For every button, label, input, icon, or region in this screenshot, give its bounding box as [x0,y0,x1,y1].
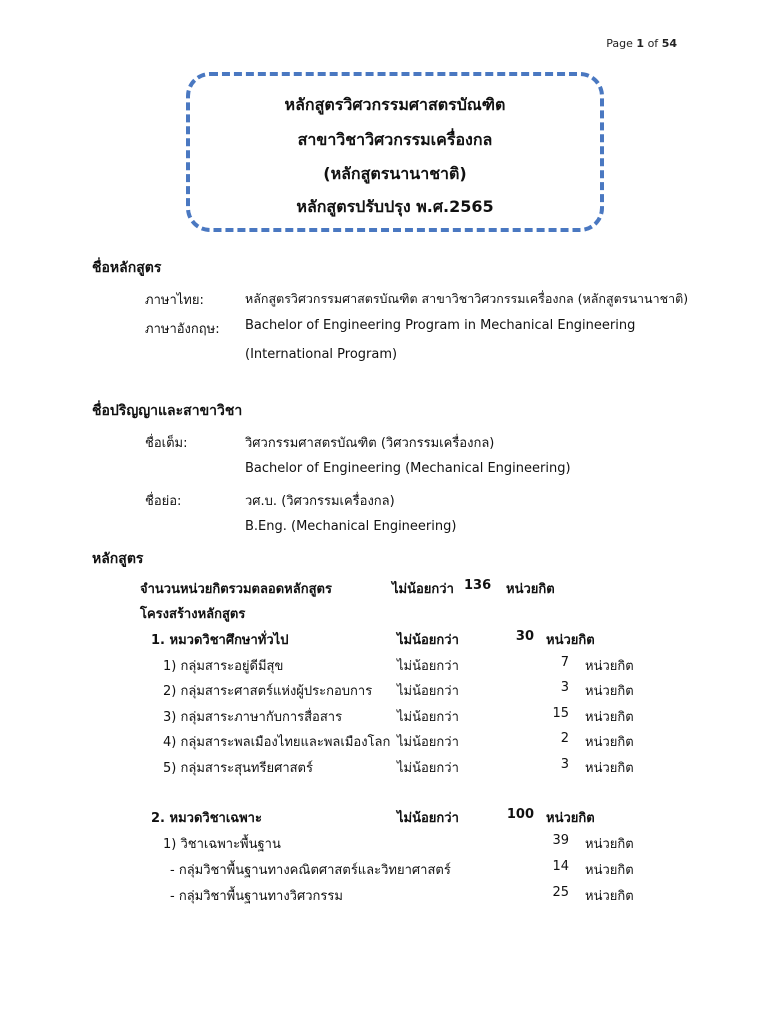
cat2-label: 2. หมวดวิชาเฉพาะ [151,811,262,826]
cat1-value: 30 [515,629,534,644]
cat1-item-4-unit: หน่วยกิต [585,735,634,750]
cat1-item-3-label: 3) กลุ่มสาระภาษากับการสื่อสาร [163,710,343,725]
cat2-sub1-item-2-unit: หน่วยกิต [585,889,634,904]
page-total: 54 [661,37,677,50]
degree-heading: ชื่อปริญญาและสาขาวิชา [92,403,243,419]
curriculum-heading: หลักสูตร [92,551,144,567]
eng-name-label: ภาษาอังกฤษ: [145,322,220,337]
cat1-unit: หน่วยกิต [546,633,595,648]
page-label: Page [606,37,633,50]
cat1-item-5-min: ไม่น้อยกว่า [397,761,459,776]
program-name-heading: ชื่อหลักสูตร [92,260,162,276]
degree-full-en: Bachelor of Engineering (Mechanical Engineering) [245,461,571,476]
cat2-unit: หน่วยกิต [546,811,595,826]
cat1-item-3-min: ไม่น้อยกว่า [397,710,459,725]
thai-name-label: ภาษาไทย: [145,293,204,308]
total-credits-min: ไม่น้อยกว่า [392,582,454,597]
title-line-1: หลักสูตรวิศวกรรมศาสตรบัณฑิต [284,95,506,114]
cat1-item-5-label: 5) กลุ่มสาระสุนทรียศาสตร์ [163,761,313,776]
page-number [606,37,677,50]
thai-name-value: หลักสูตรวิศวกรรมศาสตรบัณฑิต สาขาวิชาวิศวกรรมเครื่องกล (หลักสูตรนานาชาติ) [245,291,689,306]
title-line-3: (หลักสูตรนานาชาติ) [323,164,467,183]
page-current: 1 [636,37,645,50]
cat2-sub1-item-1-value: 14 [552,859,569,874]
total-credits-label: จำนวนหน่วยกิตรวมตลอดหลักสูตร [140,582,332,597]
page-of: of [647,37,659,50]
eng-name-value-2: (International Program) [245,347,398,362]
cat2-sub1-unit: หน่วยกิต [585,837,634,852]
structure-label: โครงสร้างหลักสูตร [140,607,246,622]
cat1-item-5-value: 3 [560,757,569,772]
cat1-item-4-value: 2 [560,731,569,746]
cat1-item-2-min: ไม่น้อยกว่า [397,684,459,699]
cat2-value: 100 [506,807,534,822]
cat1-item-1-min: ไม่น้อยกว่า [397,659,459,674]
cat1-item-5-unit: หน่วยกิต [585,761,634,776]
cat2-sub1-label: 1) วิชาเฉพาะพื้นฐาน [163,837,281,852]
cat1-item-3-unit: หน่วยกิต [585,710,634,725]
cat1-item-1-label: 1) กลุ่มสาระอยู่ดีมีสุข [163,659,284,674]
cat2-sub1-item-2-value: 25 [552,885,569,900]
cat1-item-4-label: 4) กลุ่มสาระพลเมืองไทยและพลเมืองโลก [163,735,391,750]
cat2-sub1-item-1-unit: หน่วยกิต [585,863,634,878]
eng-name-value-1: Bachelor of Engineering Program in Mechanical Engineering [245,318,636,333]
title-line-2: สาขาวิชาวิศวกรรมเครื่องกล [297,130,493,149]
degree-abbr-en: B.Eng. (Mechanical Engineering) [245,519,457,534]
degree-full-th: วิศวกรรมศาสตรบัณฑิต (วิศวกรรมเครื่องกล) [245,436,495,451]
degree-full-label: ชื่อเต็ม: [145,436,188,451]
cat1-item-2-value: 3 [560,680,569,695]
degree-abbr-label: ชื่อย่อ: [145,494,182,509]
total-credits-unit: หน่วยกิต [506,582,555,597]
cat1-item-2-unit: หน่วยกิต [585,684,634,699]
cat2-sub1-item-2-label: - กลุ่มวิชาพื้นฐานทางวิศวกรรม [170,889,343,904]
cat1-item-1-value: 7 [560,655,569,670]
title-line-4: หลักสูตรปรับปรุง พ.ศ.2565 [296,197,494,216]
cat1-min: ไม่น้อยกว่า [397,633,459,648]
cat2-sub1-value: 39 [552,833,569,848]
total-credits-value: 136 [464,578,492,593]
cat1-item-3-value: 15 [552,706,569,721]
cat1-item-4-min: ไม่น้อยกว่า [397,735,459,750]
cat2-min: ไม่น้อยกว่า [397,811,459,826]
cat2-sub1-item-1-label: - กลุ่มวิชาพื้นฐานทางคณิตศาสตร์และวิทยาศาสตร์ [170,863,451,878]
cat1-item-2-label: 2) กลุ่มสาระศาสตร์แห่งผู้ประกอบการ [163,684,373,699]
cat1-label: 1. หมวดวิชาศึกษาทั่วไป [151,633,289,648]
cat1-item-1-unit: หน่วยกิต [585,659,634,674]
degree-abbr-th: วศ.บ. (วิศวกรรมเครื่องกล) [245,494,395,509]
